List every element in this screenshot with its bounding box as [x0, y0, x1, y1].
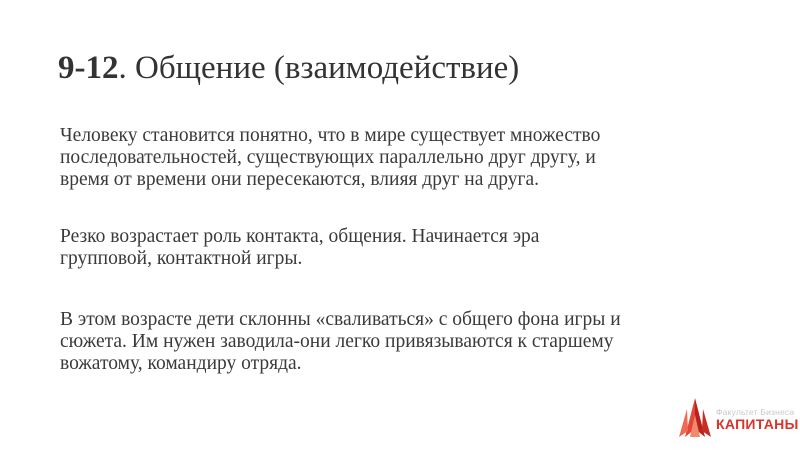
text-line: сюжета. Им нужен заводила-они легко привязываются к старшему [60, 331, 614, 352]
slide-title [58, 48, 519, 88]
title-number: 9-12 [58, 50, 119, 86]
text-line: В этом возрасте дети склонны «сваливаться» с общего фона игры и [60, 309, 621, 330]
text-line: время от времени они пересекаются, влияя друг на друга. [60, 169, 539, 190]
text-line: последовательностей, существующих параллельно друг другу, и [60, 147, 596, 168]
paragraph-1 [60, 125, 760, 191]
text-line: Резко возрастает роль контакта, общения. Начинается эра [60, 226, 540, 247]
logo [678, 395, 799, 441]
logo-name: КАПИТАНЫ [716, 416, 799, 432]
text-line: вожатому, командиру отряда. [60, 353, 302, 374]
text-line: групповой, контактной игры. [60, 248, 303, 269]
text-line: Человеку становится понятно, что в мире существует множество [60, 125, 601, 146]
logo-subtitle: Факультет Бизнеса [716, 407, 795, 417]
paragraph-3 [60, 309, 760, 375]
title-text: . Общение (взаимодействие) [118, 50, 520, 86]
paragraph-2 [60, 226, 760, 270]
flame-logo-icon [678, 397, 712, 439]
